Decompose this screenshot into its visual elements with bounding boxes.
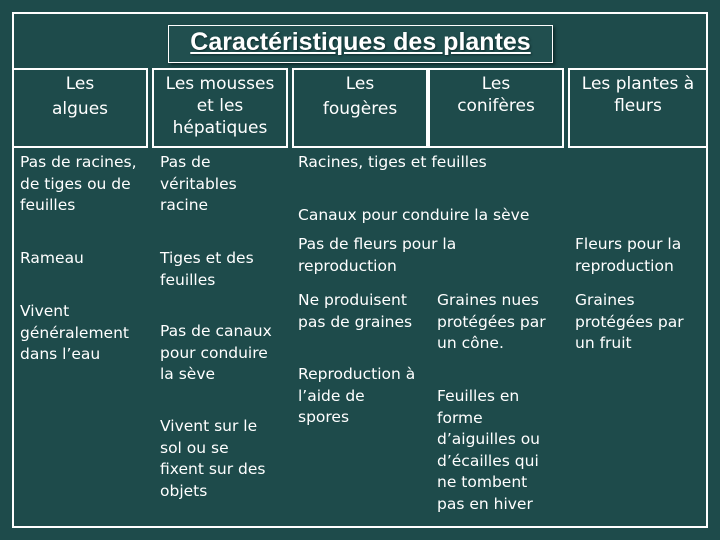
text-line: protégées par	[575, 312, 684, 331]
header-line: hépatiques	[172, 118, 268, 138]
shared-no-flowers	[298, 234, 456, 277]
text-line: la sève	[160, 365, 216, 383]
text-line: Graines nues	[437, 291, 539, 309]
text-line: Reproduction à	[298, 365, 416, 383]
header-line: algues	[51, 99, 109, 119]
shared-vessels: Canaux pour conduire la sève	[298, 206, 530, 224]
text-line: Vivent	[20, 302, 70, 320]
text-line: un cône.	[437, 334, 504, 352]
text-line: racine	[160, 196, 209, 214]
mousses-stems	[160, 248, 254, 291]
header-line: Les	[481, 74, 511, 94]
shared-roots-stems-leaves: Racines, tiges et feuilles	[298, 153, 487, 171]
text-line: Pas de canaux	[160, 322, 272, 340]
mousses-roots	[160, 152, 237, 217]
title-box	[168, 25, 553, 63]
page-title: Caractéristiques des plantes	[190, 28, 531, 56]
coniferes-seeds	[437, 290, 546, 355]
text-line: sol ou se	[160, 438, 229, 457]
header-coniferes	[428, 68, 564, 148]
text-line: Feuilles en	[437, 387, 520, 405]
text-line: Tiges et des	[160, 249, 254, 267]
algues-habitat	[20, 301, 129, 366]
mousses-vessels	[160, 321, 272, 386]
text-line: fixent sur des	[160, 460, 266, 478]
fleurs-flowers	[575, 234, 681, 277]
text-line: dans l’eau	[20, 345, 101, 363]
text-line: pour conduire	[160, 343, 268, 362]
text-line: Graines	[575, 291, 635, 309]
header-mousses	[152, 68, 288, 148]
text-line: pas de graines	[298, 312, 413, 331]
header-line: Les	[65, 74, 95, 94]
algues-no-roots	[20, 152, 137, 217]
text-line: forme	[437, 408, 483, 427]
fougeres-no-seeds	[298, 290, 412, 333]
text-line: un fruit	[575, 334, 632, 352]
text-line: Pas de fleurs pour la	[298, 235, 457, 253]
text-line: Ne produisent	[298, 291, 407, 309]
text-line: Pas de racines,	[20, 153, 137, 171]
text-line: spores	[298, 408, 350, 426]
header-line: fougères	[322, 99, 398, 119]
text-line: d’aiguilles ou	[437, 430, 540, 448]
text-line: reproduction	[575, 256, 674, 275]
text-line: Vivent sur le	[160, 417, 258, 435]
algues-body: Rameau	[20, 249, 84, 267]
text-line: protégées par	[437, 312, 546, 331]
text-line: véritables	[160, 174, 237, 193]
header-line: Les plantes à	[581, 74, 695, 94]
header-fougeres	[292, 68, 428, 148]
header-line: Les	[345, 74, 375, 94]
header-algues	[12, 68, 148, 148]
text-line: feuilles	[20, 196, 76, 214]
text-line: objets	[160, 481, 208, 500]
text-line: feuilles	[160, 270, 216, 289]
text-line: généralement	[20, 323, 129, 342]
text-line: Pas de	[160, 153, 211, 171]
header-fleurs	[568, 68, 708, 148]
text-line: pas en hiver	[437, 494, 533, 513]
text-line: Fleurs pour la	[575, 235, 682, 253]
header-line: et les	[196, 96, 244, 116]
text-line: ne tombent	[437, 473, 528, 491]
header-line: conifères	[457, 96, 535, 116]
fleurs-seeds	[575, 290, 684, 355]
coniferes-leaves	[437, 386, 540, 515]
header-line: Les mousses	[165, 74, 275, 94]
text-line: de tiges ou de	[20, 174, 131, 193]
fougeres-spores	[298, 364, 415, 429]
text-line: reproduction	[298, 256, 397, 275]
mousses-habitat	[160, 416, 265, 502]
text-line: d’écailles qui	[437, 451, 539, 470]
header-line: fleurs	[614, 96, 662, 116]
text-line: l’aide de	[298, 386, 365, 405]
